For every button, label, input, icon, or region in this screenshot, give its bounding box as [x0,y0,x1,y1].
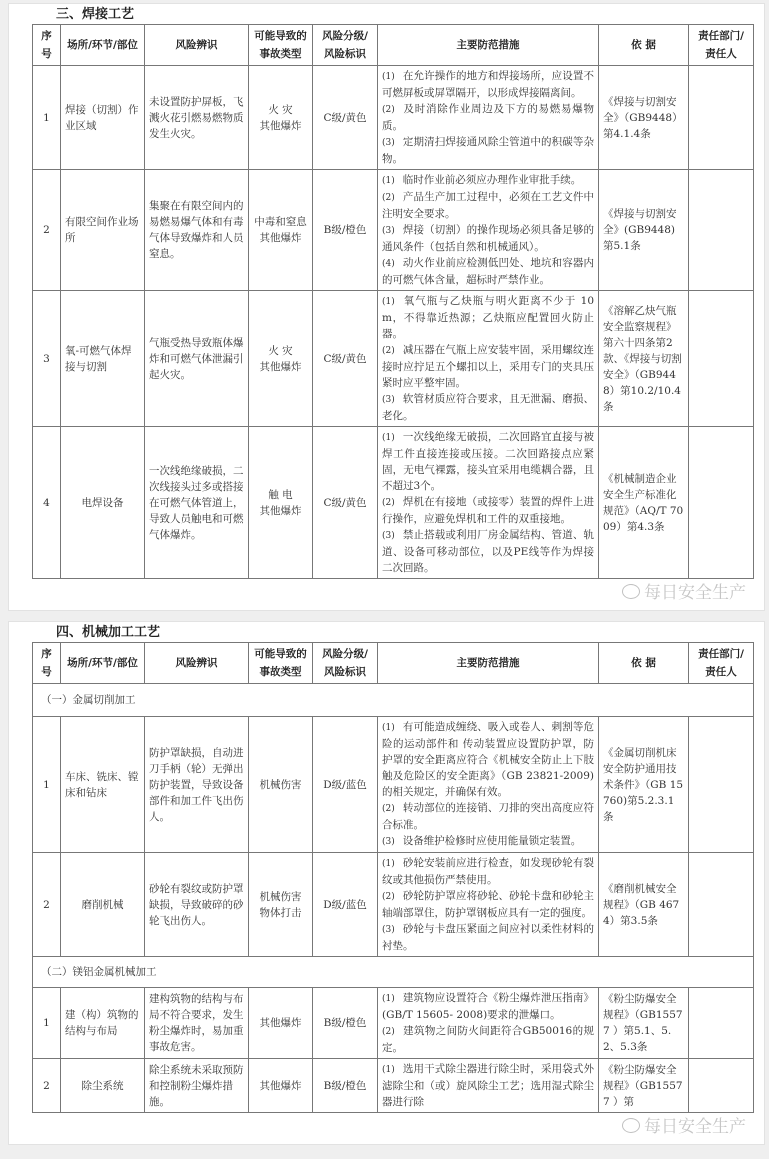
row-number: 1 [33,66,61,170]
measure-text: 选用干式除尘器进行除尘时，采用袋式外滤除尘和（或）旋风除尘工艺；选用湿式除尘器进行除 [382,1063,594,1108]
basis-cell: 《磨削机械安全规程》（GB 4674）第3.5条 [599,853,689,957]
measure-number: (1) [382,1065,395,1075]
responsible-cell [689,1059,754,1113]
measure-number: (2) [382,804,395,814]
measure-number: (3) [382,531,395,541]
measure-text: 设备维护检修时应使用能量锁定装置。 [402,835,582,847]
row-number: 1 [33,988,61,1059]
accident-type-cell [249,170,313,291]
measure-item [382,990,594,1023]
risk-level-cell: C级/黄色 [313,66,378,170]
column-header: 可能导致的事故类型 [249,643,313,684]
measure-item [382,293,594,342]
table-row [33,66,754,170]
accident-type: 其他爆炸 [259,119,302,132]
risk-level-cell: B级/橙色 [313,988,378,1059]
watermark: 每日安全生产 [9,582,746,604]
table-row [33,427,754,579]
risk-cell: 建构筑物的结构与布局不符合要求，发生粉尘爆炸时，易加重事故危害。 [145,988,249,1059]
measure-text: 产品生产加工过程中，必须在工艺文件中注明安全要求。 [382,191,594,220]
measure-number: (2) [382,1027,395,1037]
accident-type: 其他爆炸 [259,1079,302,1092]
risk-level-cell: D级/蓝色 [313,853,378,957]
measure-text: 及时消除作业周边及下方的易燃易爆物质。 [382,103,594,132]
measure-text: 砂轮与卡盘压紧面之间应衬以柔性材料的衬垫。 [382,923,594,952]
responsible-cell [689,66,754,170]
accident-type-cell [249,853,313,957]
measure-number: (2) [382,346,395,356]
section-title: 四、机械加工工艺 [56,625,161,640]
risk-level-cell: B级/橙色 [313,1059,378,1113]
measure-number: (3) [382,226,395,236]
header-row [33,25,754,66]
risk-cell: 未设置防护屏板，飞溅火花引燃易燃物质发生火灾。 [145,66,249,170]
measure-number: (4) [382,259,395,269]
welding-section-card [8,3,765,611]
measure-item [382,1061,594,1110]
location-cell: 除尘系统 [61,1059,145,1113]
subsection-title: （二）镁铝金属机械加工 [33,957,754,988]
column-header: 序号 [33,25,61,66]
measure-text: 禁止搭载或利用厂房金属结构、管道、轨道、设备可移动部位，以及PE线等作为焊接二次回路。 [382,529,594,574]
location-cell: 电焊设备 [61,427,145,579]
measure-text: 临时作业前必须应办理作业审批手续。 [402,174,582,186]
measure-text: 砂轮防护罩应将砂轮、砂轮卡盘和砂轮主轴端部罩住，防护罩钢板应具有一定的强度。 [382,890,594,919]
row-number: 3 [33,291,61,427]
column-header: 依 据 [599,643,689,684]
location-cell: 车床、铣床、镗床和钻床 [61,717,145,853]
accident-type-cell [249,1059,313,1113]
accident-type: 触 电 [268,488,293,501]
measure-item [382,888,594,921]
measure-number: (1) [382,433,395,443]
responsible-cell [689,170,754,291]
measure-text: 在允许操作的地方和焊接场所，应设置不可燃屏板或屏罩隔开，以形成焊接隔离间。 [382,70,594,99]
column-header: 主要防范措施 [378,25,599,66]
row-number: 2 [33,170,61,291]
column-header: 风险分级/风险标识 [313,643,378,684]
accident-type: 机械伤害 [259,890,302,903]
accident-type: 其他爆炸 [259,232,302,244]
risk-cell: 一次线绝缘破损，二次线接头过多或搭接在可燃气体管道上，导致人员触电和可燃气体爆炸。 [145,427,249,579]
responsible-cell [689,853,754,957]
accident-type-cell [249,291,313,427]
measure-text: 有可能造成缠绕、吸入或卷人、剌割等危险的运动部件和 传动装置应设置防护罩，防护罩的安全距离应符合《机械安全防止上下肢触及危险区的安全距离》（GB 23821-2009)的相关规定，并确保有效。 [382,721,594,798]
column-header: 可能导致的事故类型 [249,25,313,66]
table-row [33,1059,754,1113]
column-header: 责任部门/责任人 [689,643,754,684]
measure-text: 建筑物应设置符合《粉尘爆炸泄压指南》(GB/T 15605- 2008)要求的泄爆口。 [382,992,594,1021]
measure-text: 焊机在有接地（或接零）装置的焊件上进行操作，应避免焊机和工件的双重接地。 [382,496,594,525]
column-header: 场所/环节/部位 [61,643,145,684]
measures-cell [378,66,599,170]
location-cell: 焊接（切割）作业区域 [61,66,145,170]
basis-cell: 《机械制造企业安全生产标准化规范》（AQ/T 7009）第4.3条 [599,427,689,579]
measure-number: (3) [382,837,395,847]
accident-type: 火 灾 [268,103,293,116]
risk-level-cell: C级/黄色 [313,291,378,427]
risk-cell: 集聚在有限空间内的易燃易爆气体和有毒气体导致爆炸和人员窒息。 [145,170,249,291]
measure-number: (1) [382,723,395,733]
measure-number: (3) [382,138,395,148]
measures-cell [378,1059,599,1113]
basis-cell: 《粉尘防爆安全规程》（GB15577 ）第 [599,1059,689,1113]
risk-cell: 防护罩缺损，自动进刀手柄（轮）无弹出防护装置，导致设备部件和加工件飞出伤人。 [145,717,249,853]
responsible-cell [689,427,754,579]
basis-cell: 《金属切削机床安全防护通用技术条件》（GB 15760)第5.2.3.1条 [599,717,689,853]
measure-item [382,429,594,494]
row-number: 4 [33,427,61,579]
column-header: 风险辨识 [145,643,249,684]
measure-text: 减压器在气瓶上应安装牢固，采用螺纹连接时应拧足五个螺扣以上，采用专门的夹具压紧时应平整牢固。 [382,344,594,389]
accident-type-cell [249,66,313,170]
subsection-row [33,957,754,988]
measure-item [382,172,594,189]
measures-cell [378,988,599,1059]
measure-text: 砂轮安装前应进行检查，如发现砂轮有裂纹或其他损伤严禁使用。 [382,857,594,886]
risk-cell: 气瓶受热导致瓶体爆炸和可燃气体泄漏引起火灾。 [145,291,249,427]
measure-number: (1) [382,994,395,1004]
measure-number: (2) [382,105,395,115]
measure-text: 一次线绝缘无破损，二次回路宜直接与被焊工件直接连接或压接。二次回路接点应紧固，无电气裸露，接头宜采用电缆耦合器，且不超过3个。 [382,431,594,492]
column-header: 风险辨识 [145,25,249,66]
accident-type-cell [249,717,313,853]
measure-text: 转动部位的连接销、刀排的突出高度应符合标准。 [382,802,594,831]
measure-number: (1) [382,297,395,307]
measure-number: (2) [382,498,395,508]
column-header: 风险分级/风险标识 [313,25,378,66]
section-title: 三、焊接工艺 [56,7,135,22]
measure-text: 动火作业前应检测低凹处、地坑和容器内的可燃气体含量，超标时严禁作业。 [382,257,594,286]
risk-level-cell: B级/橙色 [313,170,378,291]
watermark: 每日安全生产 [9,1116,746,1138]
responsible-cell [689,717,754,853]
column-header: 依 据 [599,25,689,66]
column-header: 主要防范措施 [378,643,599,684]
measure-item [382,101,594,134]
measure-text: 定期清扫焊接通风除尘管道中的积碳等杂物。 [382,136,594,165]
measure-item [382,800,594,833]
header-row [33,643,754,684]
measures-cell [378,170,599,291]
table-row [33,988,754,1059]
measure-item [382,189,594,222]
location-cell: 建（构）筑物的结构与布局 [61,988,145,1059]
subsection-title: （一）金属切削加工 [33,684,754,717]
accident-type: 火 灾 [268,344,293,357]
row-number: 2 [33,853,61,957]
accident-type: 其他爆炸 [259,360,302,373]
row-number: 1 [33,717,61,853]
accident-type-cell [249,988,313,1059]
risk-level-cell: C级/黄色 [313,427,378,579]
measure-number: (1) [382,72,395,82]
welding-risk-table [32,24,754,579]
column-header: 责任部门/责任人 [689,25,754,66]
location-cell: 有限空间作业场所 [61,170,145,291]
measures-cell [378,291,599,427]
responsible-cell [689,988,754,1059]
accident-type-cell [249,427,313,579]
table-row [33,170,754,291]
wechat-icon [622,584,640,599]
responsible-cell [689,291,754,427]
basis-cell: 《焊接与切割安全》(GB9448)第5.1条 [599,170,689,291]
accident-type: 机械伤害 [259,778,302,791]
measure-item [382,1023,594,1056]
basis-cell: 《溶解乙炔气瓶安全监察规程》第六十四条第2款、《焊接与切割安全》（GB9448）第10.2/10.4条 [599,291,689,427]
measure-number: (2) [382,892,395,902]
measure-number: (2) [382,193,395,203]
accident-type: 其他爆炸 [259,504,302,517]
risk-cell: 砂轮有裂纹或防护罩缺损，导致破碎的砂轮飞出伤人。 [145,853,249,957]
location-cell: 氧-可燃气体焊接与切割 [61,291,145,427]
accident-type: 中毒和窒息 [254,216,307,228]
measure-item [382,255,594,288]
location-cell: 磨削机械 [61,853,145,957]
risk-cell: 除尘系统未采取预防和控制粉尘爆炸措施。 [145,1059,249,1113]
measure-item [382,921,594,954]
risk-level-cell: D级/蓝色 [313,717,378,853]
table-row [33,717,754,853]
measure-item [382,391,594,424]
table-row [33,853,754,957]
measure-item [382,68,594,101]
measure-text: 氧气瓶与乙炔瓶与明火距离不少于 10m，不得靠近热源；乙炔瓶应配置回火防止器。 [382,295,594,340]
table-row [33,291,754,427]
measure-number: (3) [382,395,395,405]
measure-item [382,342,594,391]
measures-cell [378,853,599,957]
measure-text: 焊接（切割）的操作现场必须具备足够的通风条件（包括自然和机械通风）。 [382,224,594,253]
machining-section-card [8,621,765,1145]
measure-number: (1) [382,176,395,186]
accident-type: 物体打击 [259,906,302,919]
measures-cell [378,427,599,579]
column-header: 场所/环节/部位 [61,25,145,66]
measure-item [382,527,594,576]
measure-item [382,134,594,167]
measure-item [382,222,594,255]
column-header: 序号 [33,643,61,684]
measure-text: 建筑物之间防火间距符合GB50016的规定。 [382,1025,594,1054]
measures-cell [378,717,599,853]
accident-type: 其他爆炸 [259,1017,302,1029]
measure-number: (1) [382,859,395,869]
row-number: 2 [33,1059,61,1113]
measure-text: 软管材质应符合要求，且无泄漏、磨损、老化。 [382,393,594,422]
basis-cell: 《粉尘防爆安全规程》（GB15577 ）第5.1、5.2、5.3条 [599,988,689,1059]
measure-item [382,719,594,800]
basis-cell: 《焊接与切割安全》（GB9448）第4.1.4条 [599,66,689,170]
subsection-row [33,684,754,717]
measure-item [382,833,594,850]
measure-item [382,855,594,888]
measure-number: (3) [382,925,395,935]
measure-item [382,494,594,527]
wechat-icon [622,1118,640,1133]
